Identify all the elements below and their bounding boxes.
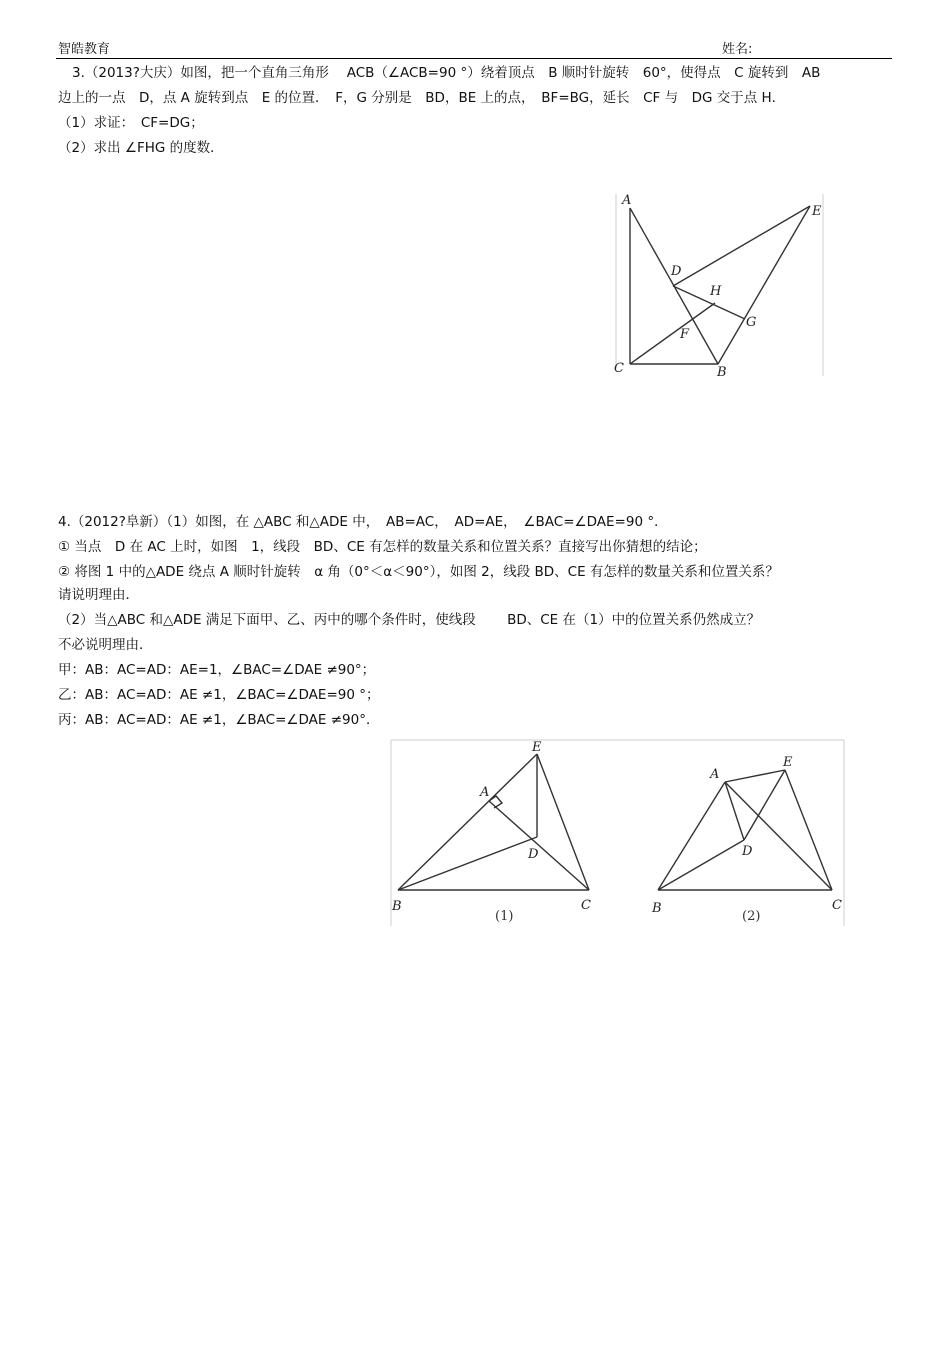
p3-label-e: E (812, 204, 822, 219)
p3-line-1: 3.（2013?大庆）如图，把一个直角三角形 ACB（∠ACB=90 °）绕着顶点 B 顺时针旋转 60°，使得点 C 旋转到 AB (72, 65, 821, 81)
f2-label-c: C (832, 898, 842, 913)
figure-4-2 (658, 770, 832, 890)
header-rule (56, 58, 892, 59)
figure-problem3 (612, 188, 826, 380)
p4-line-9: 丙：AB：AC=AD：AE ≠1，∠BAC=∠DAE ≠90°． (58, 712, 380, 728)
f1-label-d: D (528, 847, 539, 862)
p3-label-d: D (671, 264, 682, 279)
f1-label-b: B (392, 899, 402, 914)
f2-label-b: B (652, 901, 662, 916)
p3-line-3: （1）求证： CF=DG； (58, 115, 204, 131)
f2-label-e: E (783, 755, 793, 770)
p4-line-7: 甲：AB：AC=AD：AE=1，∠BAC=∠DAE ≠90°； (58, 662, 376, 678)
f1-caption: (1) (495, 909, 514, 924)
p3-label-a: A (622, 193, 632, 208)
p3-line-4: （2）求出 ∠FHG 的度数． (58, 140, 224, 156)
p4-line-8: 乙：AB：AC=AD：AE ≠1，∠BAC=∠DAE=90 °； (58, 687, 380, 703)
p4-line-3: ② 将图 1 中的△ADE 绕点 A 顺时针旋转 α 角（0°＜α＜90°），如图 2，线段 BD、CE 有怎样的数量关系和位置关系？ (58, 564, 779, 580)
p3-label-b: B (717, 365, 727, 380)
f1-label-a: A (480, 785, 490, 800)
header-school-name: 智皓教育 (58, 42, 111, 57)
header-name-field: 姓名: (722, 42, 753, 57)
p3-line-2: 边上的一点 D，点 A 旋转到点 E 的位置． F，G 分别是 BD，BE 上的点， BF=BG，延长 CF 与 DG 交于点 H． (58, 90, 786, 106)
p4-line-6: 不必说明理由． (58, 637, 153, 653)
f1-label-c: C (581, 898, 591, 913)
f2-label-d: D (742, 844, 753, 859)
p4-line-1: 4.（2012?阜新）（1）如图，在 △ABC 和△ADE 中， AB=AC， AD=AE， ∠BAC=∠DAE=90 °． (58, 514, 668, 530)
p4-line-4: 请说明理由． (58, 587, 139, 603)
figure-4-1 (398, 754, 589, 890)
f2-label-a: A (710, 767, 720, 782)
p4-line-2: ① 当点 D 在 AC 上时，如图 1，线段 BD、CE 有怎样的数量关系和位置关系？直接写出你猜想的结论； (58, 539, 707, 555)
figure-problem4 (390, 736, 846, 928)
p3-label-c: C (614, 361, 624, 376)
p3-label-h: H (710, 284, 722, 299)
p3-label-g: G (746, 315, 757, 330)
f2-caption: (2) (742, 909, 761, 924)
f1-label-e: E (532, 740, 542, 755)
p3-label-f: F (680, 327, 690, 342)
p4-line-5: （2）当△ABC 和△ADE 满足下面甲、乙、丙中的哪个条件时，使线段 BD、CE 在（1）中的位置关系仍然成立？ (58, 612, 761, 628)
